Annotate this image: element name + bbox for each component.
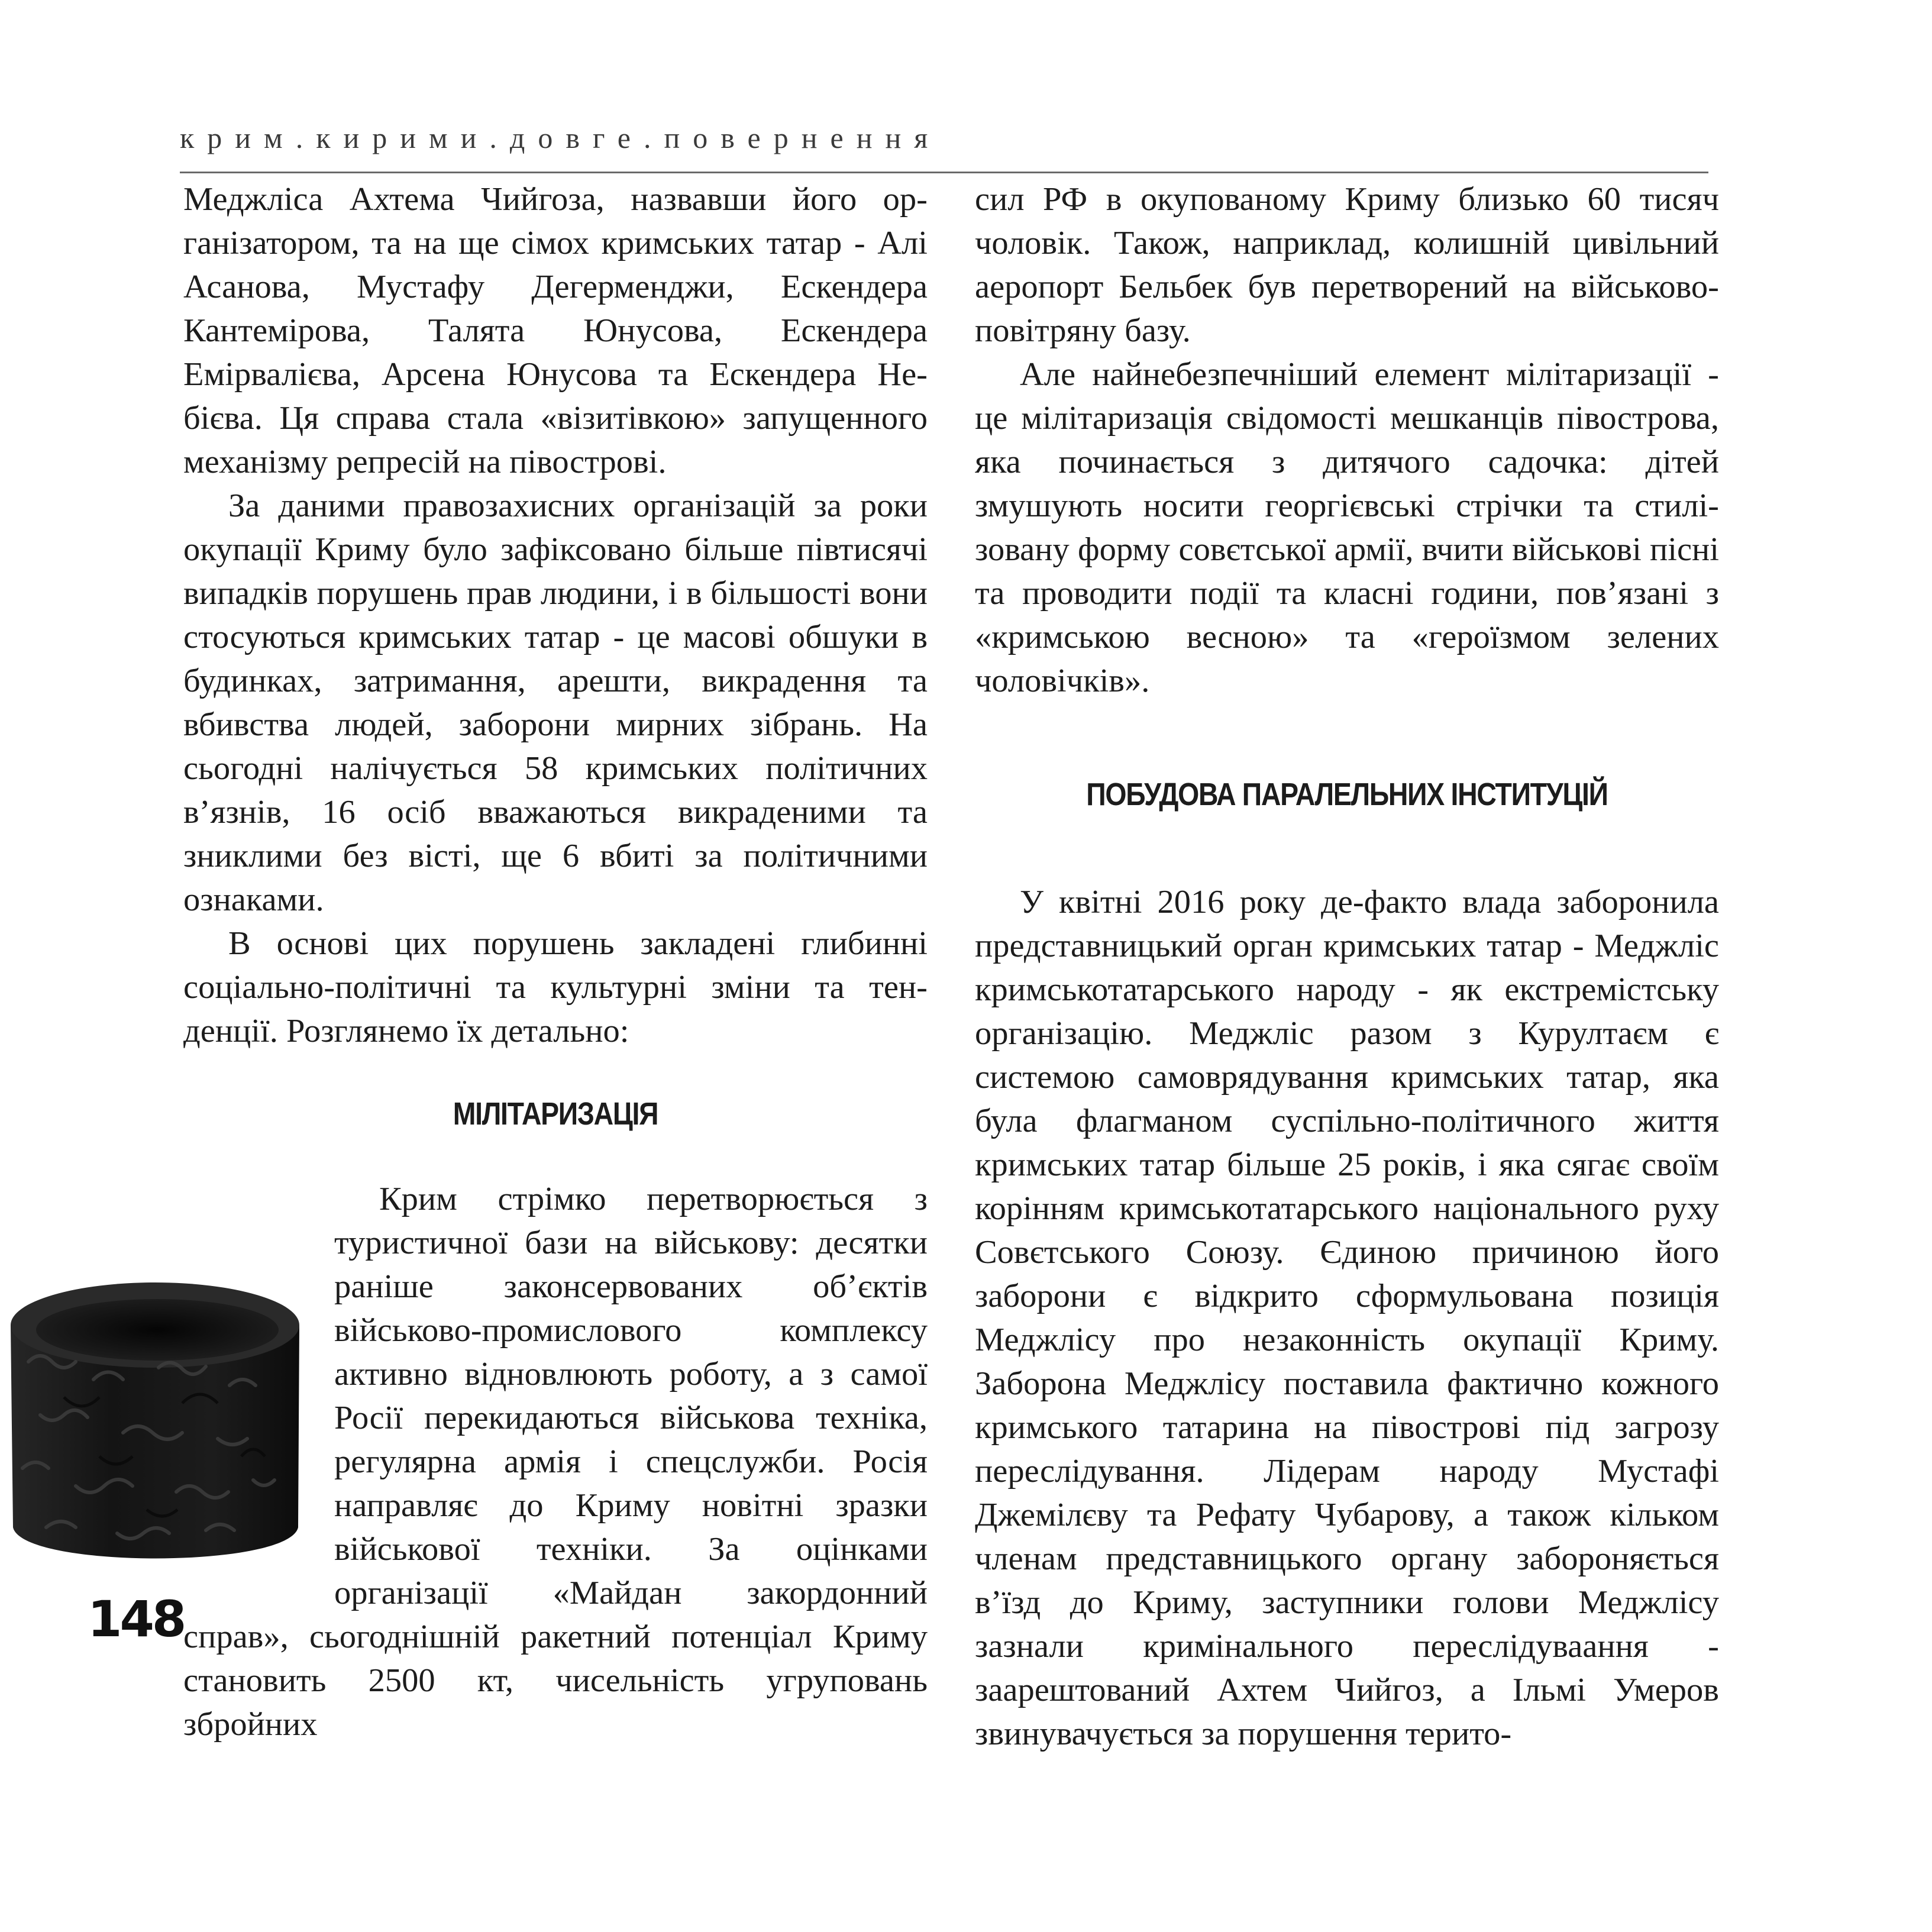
- right-paragraph-2: Але найнебезпечніший елемент мілітаризації - це мілітаризація свідомості мешканців півострова, яка починається з дитячого садочка: дітей змушують носити георгієвські стрічки та стилізовану форму совєтської армії, вчити військові пісні та проводити події та класні години, пов’язані з «кримською весною» та «героїзмом зелених чоловічків».: [975, 356, 1719, 699]
- astrakhan-fur-hat-icon: [5, 1261, 305, 1581]
- section-heading-militarization: МІЛІТАРИЗАЦІЯ: [453, 1096, 658, 1132]
- left-paragraph-2: За даними правозахисних організацій за роки окупації Криму було зафіксовано більше півтисячі випадків порушень прав людини, і в більшості вони стосуються кримських татар - це масові обшуки в будинках, затримання, арешти, викрадення та вбивства людей, заборони мирних зібрань. На сьогодні налічується 58 кримських політичних в’язнів, 16 осіб вважаються викраденими та зниклими без вісті, ще 6 вбиті за політичними ознаками.: [183, 487, 928, 918]
- header-rule: [180, 172, 1708, 173]
- right-paragraph-1: сил РФ в окупованому Криму близько 60 тисяч чоловік. Також, наприклад, колишній цивільний аеропорт Бельбек був перетворений на військово-повітряну базу.: [975, 181, 1719, 349]
- right-paragraph-3: У квітні 2016 року де-факто влада заборонила представницький орган кримських татар - Меджліс кримськотатарського народу - як екстремістську організацію. Меджліс разом з Курултаєм є системою самоврядування кримських татар, яка була флагманом суспільно-політичного життя кримських татар більше 25 років, і яка сягає своїм корінням кримськотатарського національного руху Совєтського Союзу. Єдиною причиною його заборони є відкрито сформульована позиція Меджлісу про незаконність окупації Криму. Заборона Меджлісу поставила фактично кожного кримського татарина на півострові під загрозу переслідування. Лідерам народу Мустафі Джемілєву та Рефату Чубарову, а також кільком членам представницького органу забороняється в’їзд до Криму, заступники голови Меджлісу зазнали кримінального переслідуваання - заарештований Ахтем Чийгоз, а Ільмі Умеров звинувачується за порушення терито-: [975, 884, 1719, 1752]
- section-heading-parallel-institutions: ПОБУДОВА ПАРАЛЕЛЬНИХ ІНСТИТУЦІЙ: [1086, 777, 1608, 812]
- right-column: [975, 177, 1719, 1756]
- running-header: крим.кирими.довге.повернення: [180, 121, 941, 154]
- left-paragraph-1: Меджліса Ахтема Чийгоза, назвавши його організатором, та на ще сімох кримських татар - Алі Асанова, Мустафу Дегерменджи, Ескендера Кантемірова, Талята Юнусова, Ескендера Емірвалієва, Арсена Юнусова та Ескендера Небієва. Ця справа стала «візитівкою» запущенного механізму репресій на півострові.: [183, 181, 928, 480]
- left-paragraph-3: В основі цих порушень закладені глибинні соціально-політичні та культурні зміни та тенденції. Розглянемо їх детально:: [183, 925, 928, 1049]
- left-paragraph-4: Крим стрімко перетворюється з туристичної бази на військову: десятки раніше законсервованих об’єктів військово-промислового комплексу активно відновлюють роботу, а з самої Росії перекидаються військова техніка, регулярна армія і спецслужби. Росія направляє до Криму новітні зразки військової техніки. За оцінками організації «Майдан закордонний справ», сьогоднішній ракетний потенціал Криму становить 2500 кт, чисельність угруповань збройних: [183, 1181, 928, 1743]
- page-number: 148: [88, 1590, 185, 1648]
